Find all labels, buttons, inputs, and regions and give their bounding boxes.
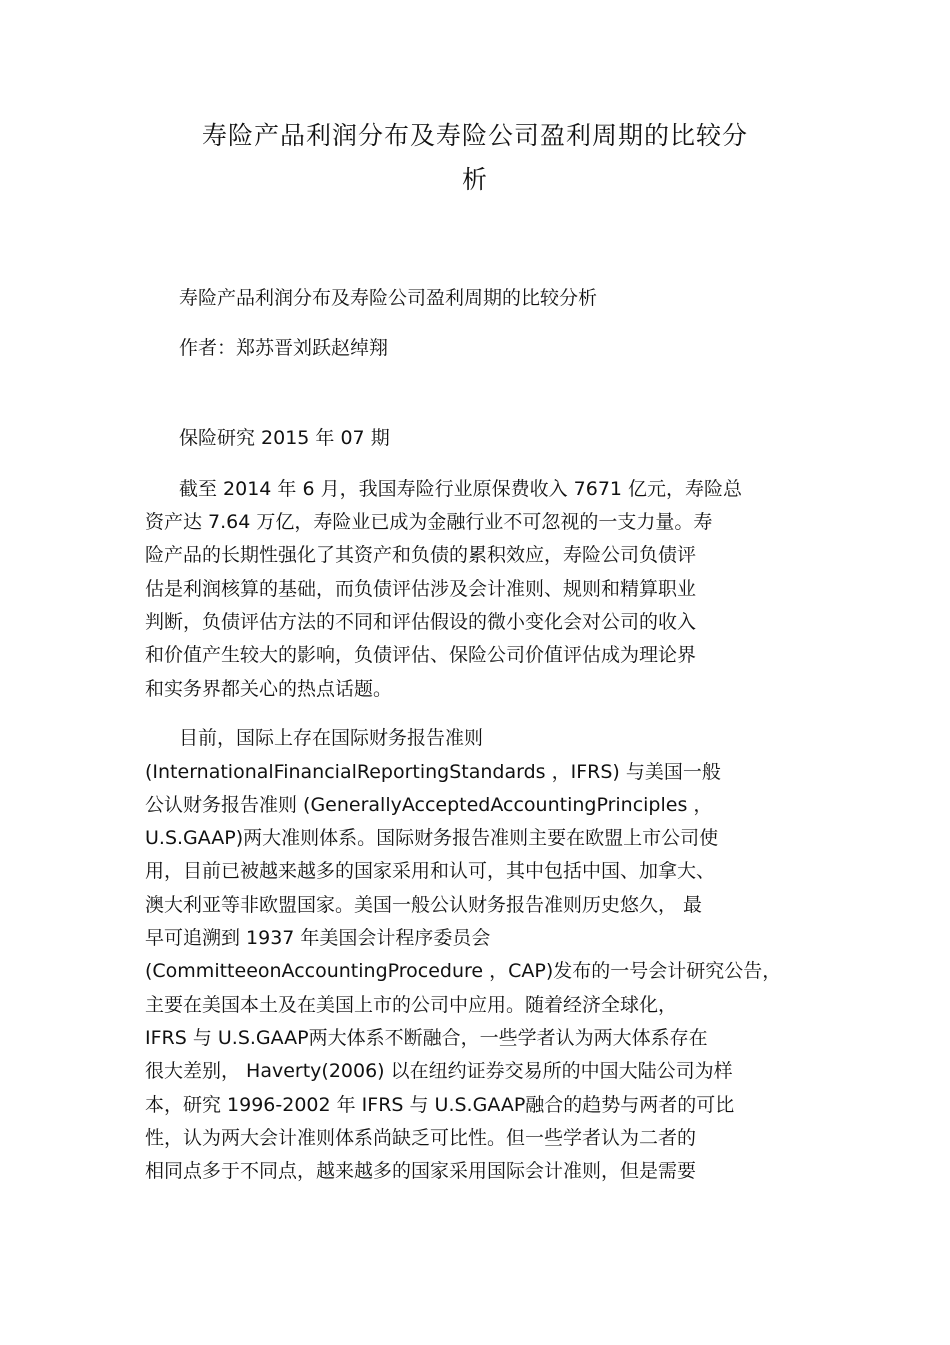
document-title-line-2: 析	[461, 165, 488, 194]
document-title-line-1: 寿险产品利润分布及寿险公司盈利周期的比较分	[201, 121, 748, 150]
paragraph-2-line: (InternationalFinancialReportingStandards ，IFRS) 与美国一般	[145, 761, 721, 783]
paragraph-1-line: 资产达 7.64 万亿，寿险业已成为金融行业不可忽视的一支力量。寿	[145, 511, 713, 533]
source-line: 保险研究 2015 年 07 期	[179, 427, 390, 449]
paragraph-2-line: 早可追溯到 1937 年美国会计程序委员会	[145, 927, 491, 949]
paragraph-2-line: IFRS 与 U.S.GAAP两大体系不断融合，一些学者认为两大体系存在	[145, 1027, 708, 1049]
paragraph-2-line: 本，研究 1996-2002 年 IFRS 与 U.S.GAAP融合的趋势与两者的可比	[145, 1094, 735, 1116]
document-subtitle: 寿险产品利润分布及寿险公司盈利周期的比较分析	[179, 287, 598, 309]
paragraph-1-line: 和实务界都关心的热点话题。	[145, 678, 393, 700]
paragraph-2-line: 目前，国际上存在国际财务报告准则	[179, 727, 484, 749]
paragraph-1-line: 估是利润核算的基础，而负债评估涉及会计准则、规则和精算职业	[145, 578, 697, 600]
paragraph-2-line: 公认财务报告准则 (GenerallyAcceptedAccountingPrinciples ，	[145, 794, 713, 816]
paragraph-2-line: 很大差别， Haverty(2006) 以在纽约证券交易所的中国大陆公司为样	[145, 1060, 733, 1082]
paragraph-1-line: 截至 2014 年 6 月，我国寿险行业原保费收入 7671 亿元，寿险总	[179, 478, 743, 500]
paragraph-2-line: U.S.GAAP)两大准则体系。国际财务报告准则主要在欧盟上市公司使	[145, 827, 719, 849]
paragraph-1-line: 险产品的长期性强化了其资产和负债的累积效应，寿险公司负债评	[145, 544, 697, 566]
paragraph-2-line: 性，认为两大会计准则体系尚缺乏可比性。但一些学者认为二者的	[145, 1127, 697, 1149]
paragraph-2-line: 主要在美国本土及在美国上市的公司中应用。随着经济全球化，	[145, 994, 678, 1016]
paragraph-1-line: 和价值产生较大的影响，负债评估、保险公司价值评估成为理论界	[145, 644, 697, 666]
author-line: 作者：郑苏晋刘跃赵绰翔	[179, 337, 389, 359]
paragraph-1-line: 判断，负债评估方法的不同和评估假设的微小变化会对公司的收入	[145, 611, 697, 633]
paragraph-2-line: (CommitteeonAccountingProcedure ，CAP)发布的一号会计研究公告，	[145, 960, 782, 982]
paragraph-2-line: 相同点多于不同点，越来越多的国家采用国际会计准则，但是需要	[145, 1160, 697, 1182]
paragraph-2-line: 澳大利亚等非欧盟国家。美国一般公认财务报告准则历史悠久， 最	[145, 894, 703, 916]
paragraph-2-line: 用，目前已被越来越多的国家采用和认可，其中包括中国、加拿大、	[145, 860, 716, 882]
